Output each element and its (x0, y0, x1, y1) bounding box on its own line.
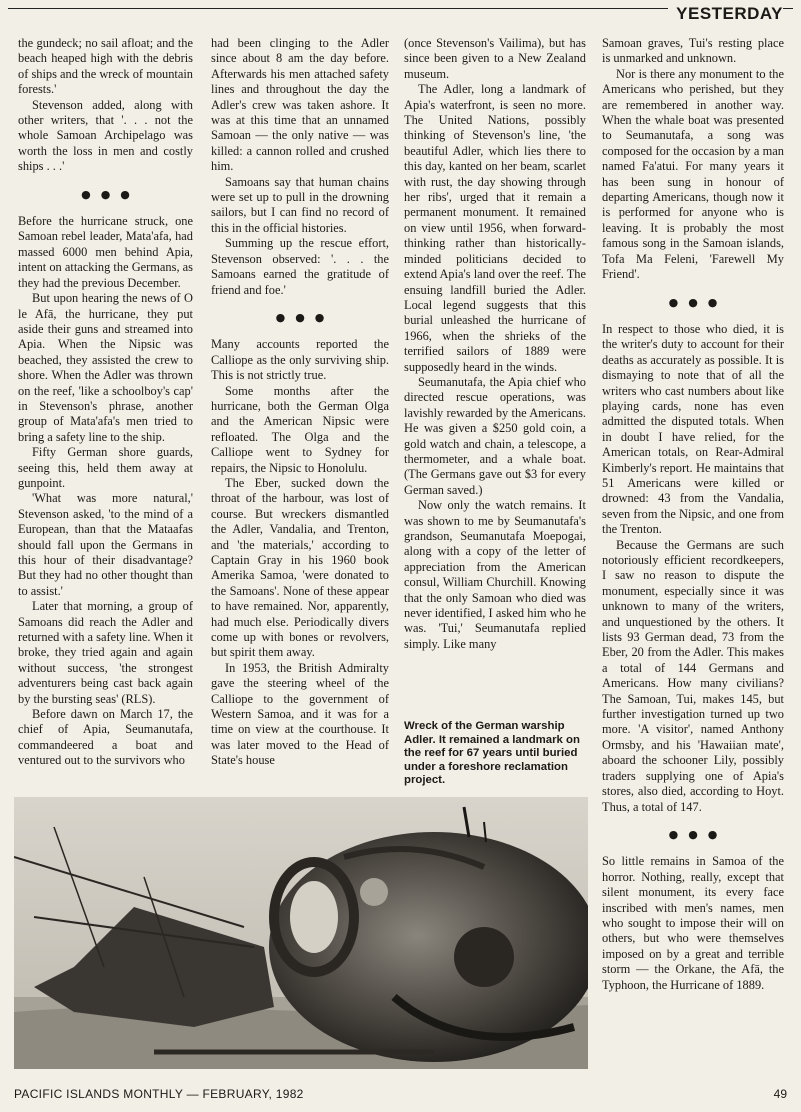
paragraph: The Eber, sucked down the throat of the harbour, was lost of course. But wreckers dismantled the Adler, Vandalia, and Trenton, and 'the materials,' according to Captain Gray in his 1960 book Amerika Samoa, 'were donated to the Samoans'. None of these appear to have remained. Nor, apparently, had much else. Periodically divers come up with bones or revolvers, but spirit them away. (211, 475, 389, 660)
section-divider: ●●● (81, 187, 140, 201)
section-divider: ●●● (275, 310, 335, 324)
paragraph: Samoans say that human chains were set up to pull in the drowning sailors, but I can find no record of this in the official histories. (211, 174, 389, 235)
article-column-1 (18, 36, 193, 769)
paragraph: Fifty German shore guards, seeing this, held them away at gunpoint. (18, 445, 193, 490)
article-column-2 (211, 36, 389, 769)
paragraph: The Adler, long a landmark of Apia's waterfront, is seen no more. The United Nations, possibly thinking of Stevenson's line, 'the beautiful Adler, which lies there to this day, kanted on her beam, scarlet with rust, the day showing through her ribs', urged that it remain a permanent monument. It remained on view until 1956, when forward-thinking rather than historically-minded politicians decided to extend Apia's land over the reef. The ensuing landfill buried the Adler. Local legend suggests that this burial unleashed the hurricane of 1966, when the shrieks of the terrified sailors of 1889 were supposedly heard in the winds. (404, 82, 586, 374)
paragraph: But upon hearing the news of O le Afā, the hurricane, they put aside their guns and streamed into Apia. When the Nipsic was beached, they assisted the crew to shore. When the Adler was thrown on the reef, 'like a schoolboy's cap' in Stevenson's phrase, another group of Mata'afa's men tried to bring a safety line to the ship. (18, 291, 193, 444)
paragraph: Some months after the hurricane, both the German Olga and the American Nipsic were refloated. The Olga and the Calliope went to Sydney for repairs, the Nipsic to Honolulu. (211, 383, 389, 475)
paragraph: In respect to those who died, it is the writer's duty to account for their deaths as accurately as possible. It is dismaying to note that of all the writers who cast numbers about like playing cards, none has even admitted the disputed totals. When in doubt I have relied, for the American totals, on Rear-Admiral Kimberly's report. He maintains that 51 Americans were killed or drowned: 43 from the Vandalia, seven from the Nipsic, and one from the Trenton. (602, 321, 784, 537)
paragraph: Many accounts reported the Calliope as the only surviving ship. This is not strictly true. (211, 337, 389, 383)
paragraph: (once Stevenson's Vailima), but has since been given to a New Zealand museum. (404, 36, 586, 81)
paragraph: Seumanutafa, the Apia chief who directed rescue operations, was lavishly rewarded by the Americans. He was given a $250 gold coin, a gold watch and chain, a telescope, a thermometer, and a whale boat. (The Germans gave out $3 for every German saved.) (404, 374, 586, 497)
footer-publication: PACIFIC ISLANDS MONTHLY — FEBRUARY, 1982 (14, 1087, 304, 1101)
paragraph: Later that morning, a group of Samoans did reach the Adler and returned with a safety line. When it broke, they tried again and again without success, 'the strongest adventurers being cast back again by the bursting seas' (RLS). (18, 599, 193, 706)
article-column-3 (404, 36, 586, 652)
section-divider: ●●● (668, 295, 728, 309)
paragraph: Now only the watch remains. It was shown to me by Seumanutafa's grandson, Seumanutafa Moepogai, along with a copy of the letter of appreciation from the American consul, William Churchill. Knowing that the only Samoan who died was never identified, I asked him who he was. 'Tui,' Seumanutafa replied simply. Like many (404, 498, 586, 651)
section-label: YESTERDAY (668, 4, 783, 24)
article-column-4 (602, 36, 784, 993)
paragraph: 'What was more natural,' Stevenson asked, 'to the mind of a European, than that the Mataafas should fall upon the Germans in this hour of their disadvantage? But they had no other thought than to assist.' (18, 491, 193, 598)
paragraph: Samoan graves, Tui's resting place is unmarked and unknown. (602, 36, 784, 66)
paragraph: So little remains in Samoa of the horror. Nothing, really, except that silent monument, its every face inscribed with men's names, men who sought to impose their will on others, but who were themselves imposed on by a great and terrible storm — the Orkane, the Afā, the Typhoon, the Hurricane of 1889. (602, 854, 784, 992)
wreck-photo (14, 797, 588, 1069)
paragraph: the gundeck; no sail afloat; and the beach heaped high with the debris of ships and the wreck of mountain forests.' (18, 36, 193, 97)
adler-wreck-image (14, 797, 588, 1069)
paragraph: Stevenson added, along with other writers, that '. . . not the whole Samoan Archipelago was worth the loss in men and costly ships . . .' (18, 97, 193, 174)
paragraph: Nor is there any monument to the Americans who perished, but they are remembered in another way. When the whale boat was presented to Seumanutafa, a song was composed for the occasion by a man named Fa'atui. For many years it has been sung in honour of departing Americans, though now it is performed for anyone who is leaving. It is probably the most famous song in the Samoan islands, Tofa Ma Feleni, 'Farewell My Friend'. (602, 66, 784, 282)
paragraph: Summing up the rescue effort, Stevenson observed: '. . . the Samoans earned the gratitude of friend and foe.' (211, 236, 389, 297)
paragraph: Before the hurricane struck, one Samoan rebel leader, Mata'afa, had massed 6000 men behind Apia, intent on attacking the Germans, as they had the previous December. (18, 214, 193, 290)
section-divider: ●●● (668, 827, 728, 841)
paragraph: Before dawn on March 17, the chief of Apia, Seumanutafa, commandeered a boat and ventured out to the survivors who (18, 707, 193, 768)
photo-caption: Wreck of the German warship Adler. It remained a landmark on the reef for 67 years until buried under a foreshore reclamation project. (404, 720, 580, 786)
paragraph: Because the Germans are such notoriously efficient recordkeepers, I saw no reason to dispute the monument, especially since it was unknown to many of the writers, and unquestioned by the others. It lists 93 German dead, 73 from the Eber, 20 from the Adler. This makes a total of 144 Germans and Americans. How many civilians? The Samoan, Tui, makes 145, but further investigation turned up two more. 'A visitor', named Anthony Ormsby, and his 'Hawaiian mate', aboard the schooner Lily, possibly traders supplying one of Apia's stores, also died, according to Hoyt. Thus, a total of 147. (602, 537, 784, 814)
paragraph: had been clinging to the Adler since about 8 am the day before. Afterwards his men attached safety lines and throughout the day the Adler's crew was taken ashore. It was at this time that an unnamed Samoan — the only native — was killed: a cannon rolled and crushed him. (211, 36, 389, 174)
paragraph: In 1953, the British Admiralty gave the steering wheel of the Calliope to the government of Western Samoa, and it was for a time on view at the courthouse. It was later moved to the Head of State's house (211, 660, 389, 768)
page-number: 49 (773, 1087, 787, 1101)
